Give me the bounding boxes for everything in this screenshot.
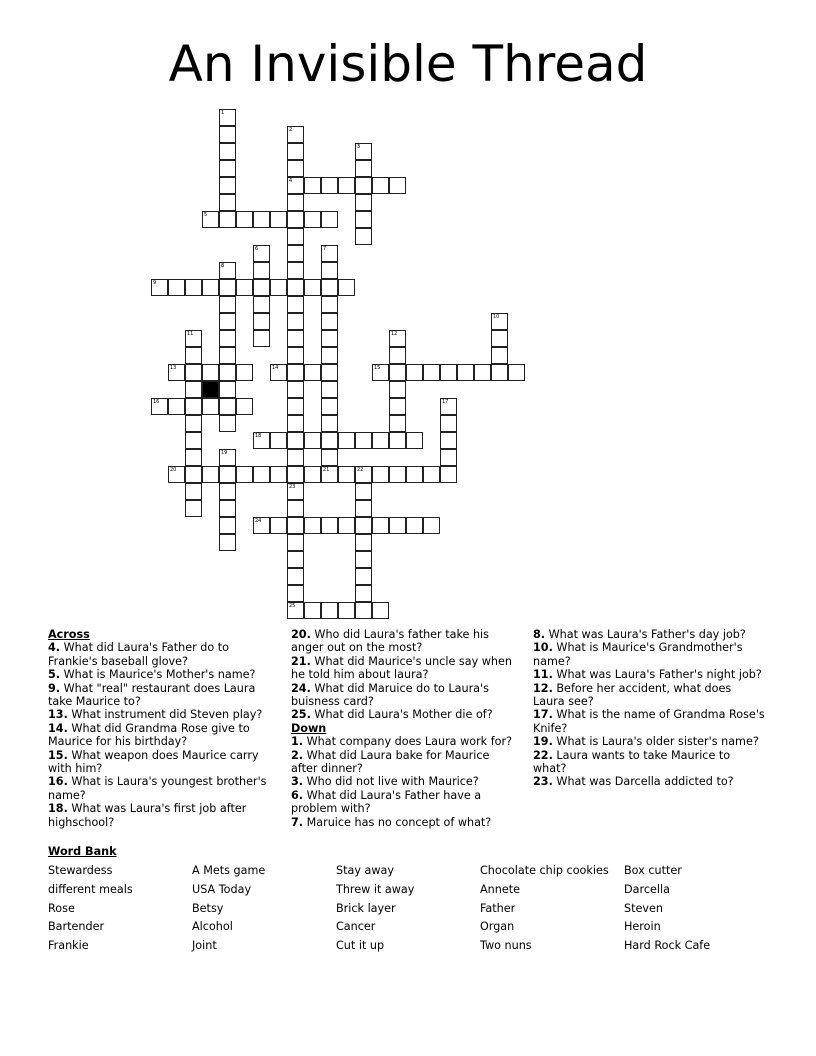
word-bank-item: Chocolate chip cookies: [480, 864, 609, 877]
grid-number: 2: [289, 127, 293, 133]
grid-cell[interactable]: [508, 364, 525, 381]
grid-cell[interactable]: [321, 177, 338, 194]
grid-cell[interactable]: [440, 466, 457, 483]
word-bank-item: Father: [480, 901, 516, 915]
grid-cell[interactable]: [338, 279, 355, 296]
grid-cell[interactable]: [236, 364, 253, 381]
grid-cell[interactable]: [406, 432, 423, 449]
grid-cell[interactable]: [270, 279, 287, 296]
across-clue: [291, 682, 519, 709]
grid-number: 23: [289, 484, 296, 490]
clue-number: 22.: [533, 748, 553, 762]
grid-cell[interactable]: [355, 483, 372, 500]
puzzle-title: An Invisible Thread: [168, 35, 648, 93]
word-bank-item: Two nuns: [480, 939, 532, 953]
grid-cell[interactable]: [287, 432, 304, 449]
word-bank-item: Darcella: [624, 882, 670, 896]
clues-column-1: [48, 628, 270, 829]
grid-cell[interactable]: [185, 483, 202, 500]
clue-text: What did Grandma Rose give to Maurice for his birthday?: [48, 721, 250, 749]
grid-cell[interactable]: [440, 449, 457, 466]
word-bank-item: Cancer: [336, 920, 376, 934]
grid-cell[interactable]: [168, 398, 185, 415]
grid-cell[interactable]: [338, 517, 355, 534]
clue-number: 4.: [48, 641, 61, 655]
clue-number: 15.: [48, 748, 68, 762]
grid-number: 7: [323, 246, 327, 252]
grid-cell[interactable]: [355, 568, 372, 585]
grid-cell[interactable]: [253, 466, 270, 483]
grid-cell[interactable]: [389, 364, 406, 381]
down-clue: [291, 816, 519, 829]
grid-cell[interactable]: [287, 517, 304, 534]
down-clue-list-continued: [533, 628, 765, 789]
grid-number: 24: [255, 518, 262, 524]
grid-cell[interactable]: [219, 500, 236, 517]
grid-cell[interactable]: [321, 517, 338, 534]
grid-cell[interactable]: [321, 330, 338, 347]
grid-number: 12: [391, 331, 398, 337]
grid-number: 9: [153, 280, 157, 286]
grid-cell[interactable]: [219, 347, 236, 364]
grid-cell[interactable]: [304, 602, 321, 619]
grid-cell[interactable]: [389, 381, 406, 398]
clue-number: 14.: [48, 721, 68, 735]
across-clue: [48, 682, 270, 709]
clue-number: 17.: [533, 708, 553, 722]
grid-cell[interactable]: [287, 568, 304, 585]
grid-cell[interactable]: [287, 143, 304, 160]
grid-cell[interactable]: [287, 211, 304, 228]
across-clue: [48, 775, 270, 802]
grid-cell[interactable]: [355, 177, 372, 194]
down-clue: [291, 789, 519, 816]
grid-cell[interactable]: [236, 398, 253, 415]
grid-cell[interactable]: [185, 381, 202, 398]
clue-number: 7.: [291, 815, 304, 829]
clue-text: What was Laura's Father's day job?: [545, 628, 746, 641]
word-bank-item: Stewardess: [48, 864, 113, 877]
grid-number: 5: [204, 212, 208, 218]
grid-number: 19: [221, 450, 228, 456]
grid-cell[interactable]: [287, 534, 304, 551]
grid-cell[interactable]: [185, 364, 202, 381]
grid-number: 4: [289, 178, 293, 184]
grid-cell[interactable]: [185, 432, 202, 449]
black-cell: [202, 381, 219, 398]
grid-number: 1: [221, 110, 225, 116]
word-bank-item: Threw it away: [336, 882, 415, 896]
word-bank-item: Organ: [480, 920, 515, 934]
grid-cell[interactable]: [321, 347, 338, 364]
grid-cell[interactable]: [202, 364, 219, 381]
grid-cell[interactable]: [219, 381, 236, 398]
across-clue: [48, 708, 270, 721]
word-bank-item: Brick layer: [336, 901, 396, 915]
clue-text: Who did Laura's father take his anger out on the most?: [291, 628, 489, 655]
grid-cell[interactable]: [287, 381, 304, 398]
grid-cell[interactable]: [406, 517, 423, 534]
grid-number: 13: [170, 365, 177, 371]
grid-cell[interactable]: [219, 364, 236, 381]
grid-cell[interactable]: [389, 347, 406, 364]
clue-number: 8.: [533, 628, 546, 641]
grid-cell[interactable]: [253, 279, 270, 296]
clue-text: What is the name of Grandma Rose's Knife?: [533, 708, 765, 735]
word-bank-item: Betsy: [192, 901, 224, 915]
grid-cell[interactable]: [185, 279, 202, 296]
grid-cell[interactable]: [219, 279, 236, 296]
clue-text: Laura wants to take Maurice to what?: [533, 748, 731, 776]
grid-cell[interactable]: [185, 449, 202, 466]
grid-cell[interactable]: [406, 466, 423, 483]
clue-text: What instrument did Steven play?: [67, 708, 263, 722]
clue-text: What company does Laura work for?: [303, 735, 513, 749]
word-bank-item: Cut it up: [336, 939, 385, 953]
grid-cell[interactable]: [236, 211, 253, 228]
clue-number: 23.: [533, 775, 553, 789]
across-clue: [291, 708, 519, 721]
grid-cell[interactable]: [304, 211, 321, 228]
clue-number: 19.: [533, 735, 553, 749]
clue-text: What did Laura bake for Maurice after dinner?: [291, 748, 490, 776]
grid-cell[interactable]: [355, 211, 372, 228]
down-clue-list: [291, 735, 519, 829]
clue-text: What is Laura's youngest brother's name?: [48, 775, 267, 802]
grid-cell[interactable]: [236, 466, 253, 483]
grid-cell[interactable]: [355, 500, 372, 517]
down-clue: [533, 775, 765, 788]
clue-text: What was Laura's Father's night job?: [552, 668, 762, 682]
clue-number: 5.: [48, 668, 61, 682]
grid-cell[interactable]: [338, 602, 355, 619]
grid-cell[interactable]: [219, 296, 236, 313]
grid-cell[interactable]: [287, 279, 304, 296]
grid-cell[interactable]: [389, 517, 406, 534]
grid-cell[interactable]: [440, 415, 457, 432]
clue-number: 21.: [291, 654, 311, 668]
grid-cell[interactable]: [219, 415, 236, 432]
grid-cell[interactable]: [423, 466, 440, 483]
word-bank-item: Hard Rock Cafe: [624, 939, 711, 953]
clue-text: What did Laura's Mother die of?: [310, 708, 493, 722]
word-bank-item: Annete: [480, 882, 520, 896]
clue-number: 6.: [291, 788, 304, 802]
clue-number: 24.: [291, 681, 311, 695]
grid-cell[interactable]: [321, 398, 338, 415]
across-clue: [48, 668, 270, 681]
grid-cell[interactable]: [185, 347, 202, 364]
grid-cell[interactable]: [389, 415, 406, 432]
grid-cell[interactable]: [321, 602, 338, 619]
grid-cell[interactable]: [287, 466, 304, 483]
grid-cell[interactable]: [270, 211, 287, 228]
across-heading: Across: [48, 628, 90, 641]
across-clue: [48, 749, 270, 776]
grid-cell[interactable]: [321, 432, 338, 449]
grid-cell[interactable]: [474, 364, 491, 381]
grid-cell[interactable]: [457, 364, 474, 381]
grid-cell[interactable]: [219, 398, 236, 415]
grid-cell[interactable]: [253, 330, 270, 347]
word-bank-item: Alcohol: [192, 920, 233, 934]
grid-cell[interactable]: [355, 585, 372, 602]
grid-cell[interactable]: [287, 262, 304, 279]
grid-cell[interactable]: [287, 228, 304, 245]
grid-cell[interactable]: [253, 296, 270, 313]
grid-cell[interactable]: [321, 262, 338, 279]
grid-cell[interactable]: [372, 177, 389, 194]
grid-cell[interactable]: [304, 517, 321, 534]
grid-cell[interactable]: [219, 483, 236, 500]
clue-text: What was Darcella addicted to?: [552, 775, 734, 789]
down-clue: [533, 641, 765, 668]
word-bank-item: Joint: [192, 939, 217, 953]
word-bank-item: Steven: [624, 901, 663, 915]
grid-cell[interactable]: [287, 330, 304, 347]
clue-text: What is Laura's older sister's name?: [552, 735, 759, 749]
grid-cell[interactable]: [491, 347, 508, 364]
grid-number: 18: [255, 433, 262, 439]
clue-number: 3.: [291, 775, 304, 789]
word-bank-item: Frankie: [48, 939, 89, 953]
clue-number: 2.: [291, 748, 304, 762]
grid-cell[interactable]: [287, 160, 304, 177]
grid-cell[interactable]: [491, 330, 508, 347]
clue-number: 12.: [533, 681, 553, 695]
grid-cell[interactable]: [355, 534, 372, 551]
grid-number: 25: [289, 603, 296, 609]
clue-text: Before her accident, what does Laura see?: [533, 681, 732, 709]
grid-number: 15: [374, 365, 381, 371]
clue-number: 18.: [48, 802, 68, 816]
grid-cell[interactable]: [287, 449, 304, 466]
grid-cell[interactable]: [202, 279, 219, 296]
grid-cell[interactable]: [287, 585, 304, 602]
grid-cell[interactable]: [287, 364, 304, 381]
grid-cell[interactable]: [287, 415, 304, 432]
grid-cell[interactable]: [168, 279, 185, 296]
grid-number: 14: [272, 365, 279, 371]
grid-cell[interactable]: [355, 517, 372, 534]
down-heading: Down: [291, 721, 327, 735]
grid-cell[interactable]: [270, 517, 287, 534]
grid-number: 6: [255, 246, 259, 252]
grid-cell[interactable]: [236, 279, 253, 296]
grid-number: 10: [493, 314, 500, 320]
grid-cell[interactable]: [304, 466, 321, 483]
grid-cell[interactable]: [287, 194, 304, 211]
clue-text: What is Maurice's Mother's name?: [60, 668, 256, 682]
word-bank-item: Bartender: [48, 920, 105, 934]
grid-cell[interactable]: [389, 398, 406, 415]
grid-cell[interactable]: [253, 262, 270, 279]
down-clue: [291, 735, 519, 748]
clue-text: What did Maurice's uncle say when he told him about laura?: [291, 654, 512, 682]
grid-cell[interactable]: [372, 602, 389, 619]
word-bank-item: Stay away: [336, 864, 395, 877]
grid-cell[interactable]: [304, 177, 321, 194]
clue-number: 16.: [48, 775, 68, 789]
grid-number: 21: [323, 467, 330, 473]
grid-cell[interactable]: [355, 228, 372, 245]
grid-cell[interactable]: [202, 466, 219, 483]
grid-cell[interactable]: [440, 364, 457, 381]
word-bank-item: different meals: [48, 882, 133, 896]
down-clue: [533, 735, 765, 748]
clue-number: 25.: [291, 708, 311, 722]
grid-cell[interactable]: [321, 313, 338, 330]
grid-cell[interactable]: [355, 602, 372, 619]
clue-text: What was Laura's first job after highschool?: [48, 802, 247, 829]
grid-cell[interactable]: [185, 398, 202, 415]
grid-cell[interactable]: [372, 466, 389, 483]
grid-cell[interactable]: [185, 466, 202, 483]
clues-column-2: [291, 628, 519, 829]
grid-cell[interactable]: [185, 415, 202, 432]
grid-cell[interactable]: [338, 466, 355, 483]
word-bank-item: Heroin: [624, 920, 661, 934]
grid-cell[interactable]: [355, 432, 372, 449]
grid-cell[interactable]: [389, 432, 406, 449]
grid-cell[interactable]: [219, 517, 236, 534]
clue-number: 9.: [48, 681, 61, 695]
down-clue: [533, 708, 765, 735]
grid-cell[interactable]: [219, 466, 236, 483]
grid-cell[interactable]: [219, 177, 236, 194]
grid-cell[interactable]: [423, 517, 440, 534]
grid-cell[interactable]: [321, 381, 338, 398]
clue-text: What did Laura's Father do to Frankie's baseball glove?: [48, 641, 230, 668]
grid-cell[interactable]: [270, 466, 287, 483]
grid-cell[interactable]: [253, 211, 270, 228]
clue-text: What "real" restaurant does Laura take Maurice to?: [48, 681, 256, 709]
grid-cell[interactable]: [304, 432, 321, 449]
grid-cell[interactable]: [321, 449, 338, 466]
grid-cell[interactable]: [219, 160, 236, 177]
grid-cell[interactable]: [372, 432, 389, 449]
grid-cell[interactable]: [355, 551, 372, 568]
down-clue: [533, 668, 765, 681]
grid-cell[interactable]: [185, 500, 202, 517]
grid-number: 17: [442, 399, 449, 405]
across-clue: [48, 722, 270, 749]
grid-cell[interactable]: [253, 313, 270, 330]
grid-cell[interactable]: [287, 313, 304, 330]
grid-cell[interactable]: [287, 551, 304, 568]
grid-cell[interactable]: [321, 364, 338, 381]
grid-cell[interactable]: [389, 466, 406, 483]
grid-cell[interactable]: [219, 194, 236, 211]
clue-number: 13.: [48, 708, 68, 722]
clue-text: What is Maurice's Grandmother's name?: [533, 641, 743, 668]
grid-cell[interactable]: [287, 398, 304, 415]
grid-cell[interactable]: [287, 500, 304, 517]
down-clue: [533, 628, 765, 641]
grid-number: 22: [357, 467, 364, 473]
grid-cell[interactable]: [338, 432, 355, 449]
grid-cell[interactable]: [491, 364, 508, 381]
across-clue: [291, 655, 519, 682]
across-clue: [48, 641, 270, 668]
grid-cell[interactable]: [406, 364, 423, 381]
grid-cell[interactable]: [202, 398, 219, 415]
grid-cell[interactable]: [304, 279, 321, 296]
grid-number: 16: [153, 399, 160, 405]
grid-cell[interactable]: [389, 177, 406, 194]
grid-cell[interactable]: [219, 211, 236, 228]
grid-cell[interactable]: [321, 279, 338, 296]
clue-number: 1.: [291, 735, 304, 749]
word-bank-heading: Word Bank: [48, 845, 117, 858]
clues-column-3: [533, 628, 765, 789]
down-clue: [291, 775, 519, 788]
grid-cell[interactable]: [219, 330, 236, 347]
down-clue: [533, 682, 765, 709]
clue-number: 20.: [291, 628, 311, 641]
grid-number: 20: [170, 467, 177, 473]
clue-text: What did Maruice do to Laura's buisness card?: [291, 681, 489, 709]
grid-cell[interactable]: [372, 517, 389, 534]
grid-cell[interactable]: [304, 364, 321, 381]
grid-cell[interactable]: [440, 432, 457, 449]
across-clue-list: [48, 641, 270, 829]
word-bank-item: USA Today: [192, 882, 252, 896]
grid-number: 8: [221, 263, 225, 269]
grid-cell[interactable]: [270, 432, 287, 449]
word-bank-item: Rose: [48, 901, 75, 915]
grid-cell[interactable]: [287, 347, 304, 364]
grid-number: 11: [187, 331, 194, 337]
clue-text: What did Laura's Father have a problem with?: [291, 788, 482, 816]
clue-text: What weapon does Maurice carry with him?: [48, 748, 259, 776]
down-clue: [533, 749, 765, 776]
grid-cell[interactable]: [355, 194, 372, 211]
grid-cell[interactable]: [219, 534, 236, 551]
grid-cell[interactable]: [321, 296, 338, 313]
grid-cell[interactable]: [355, 160, 372, 177]
clue-number: 11.: [533, 668, 553, 682]
across-clue: [291, 628, 519, 655]
down-clue: [291, 749, 519, 776]
word-bank-item: A Mets game: [192, 864, 266, 877]
grid-cell[interactable]: [287, 245, 304, 262]
clue-number: 10.: [533, 641, 553, 655]
grid-cell[interactable]: [219, 313, 236, 330]
clue-text: Who did not live with Maurice?: [303, 775, 479, 789]
across-clue: [48, 802, 270, 829]
word-bank-item: Box cutter: [624, 864, 682, 877]
grid-cell[interactable]: [423, 364, 440, 381]
across-clue-list-continued: [291, 628, 519, 722]
grid-number: 3: [357, 144, 361, 150]
grid-cell[interactable]: [219, 143, 236, 160]
grid-cell[interactable]: [338, 177, 355, 194]
grid-cell[interactable]: [219, 126, 236, 143]
grid-cell[interactable]: [287, 296, 304, 313]
clue-text: Maruice has no concept of what?: [303, 815, 492, 829]
grid-cell[interactable]: [321, 211, 338, 228]
grid-cell[interactable]: [321, 415, 338, 432]
